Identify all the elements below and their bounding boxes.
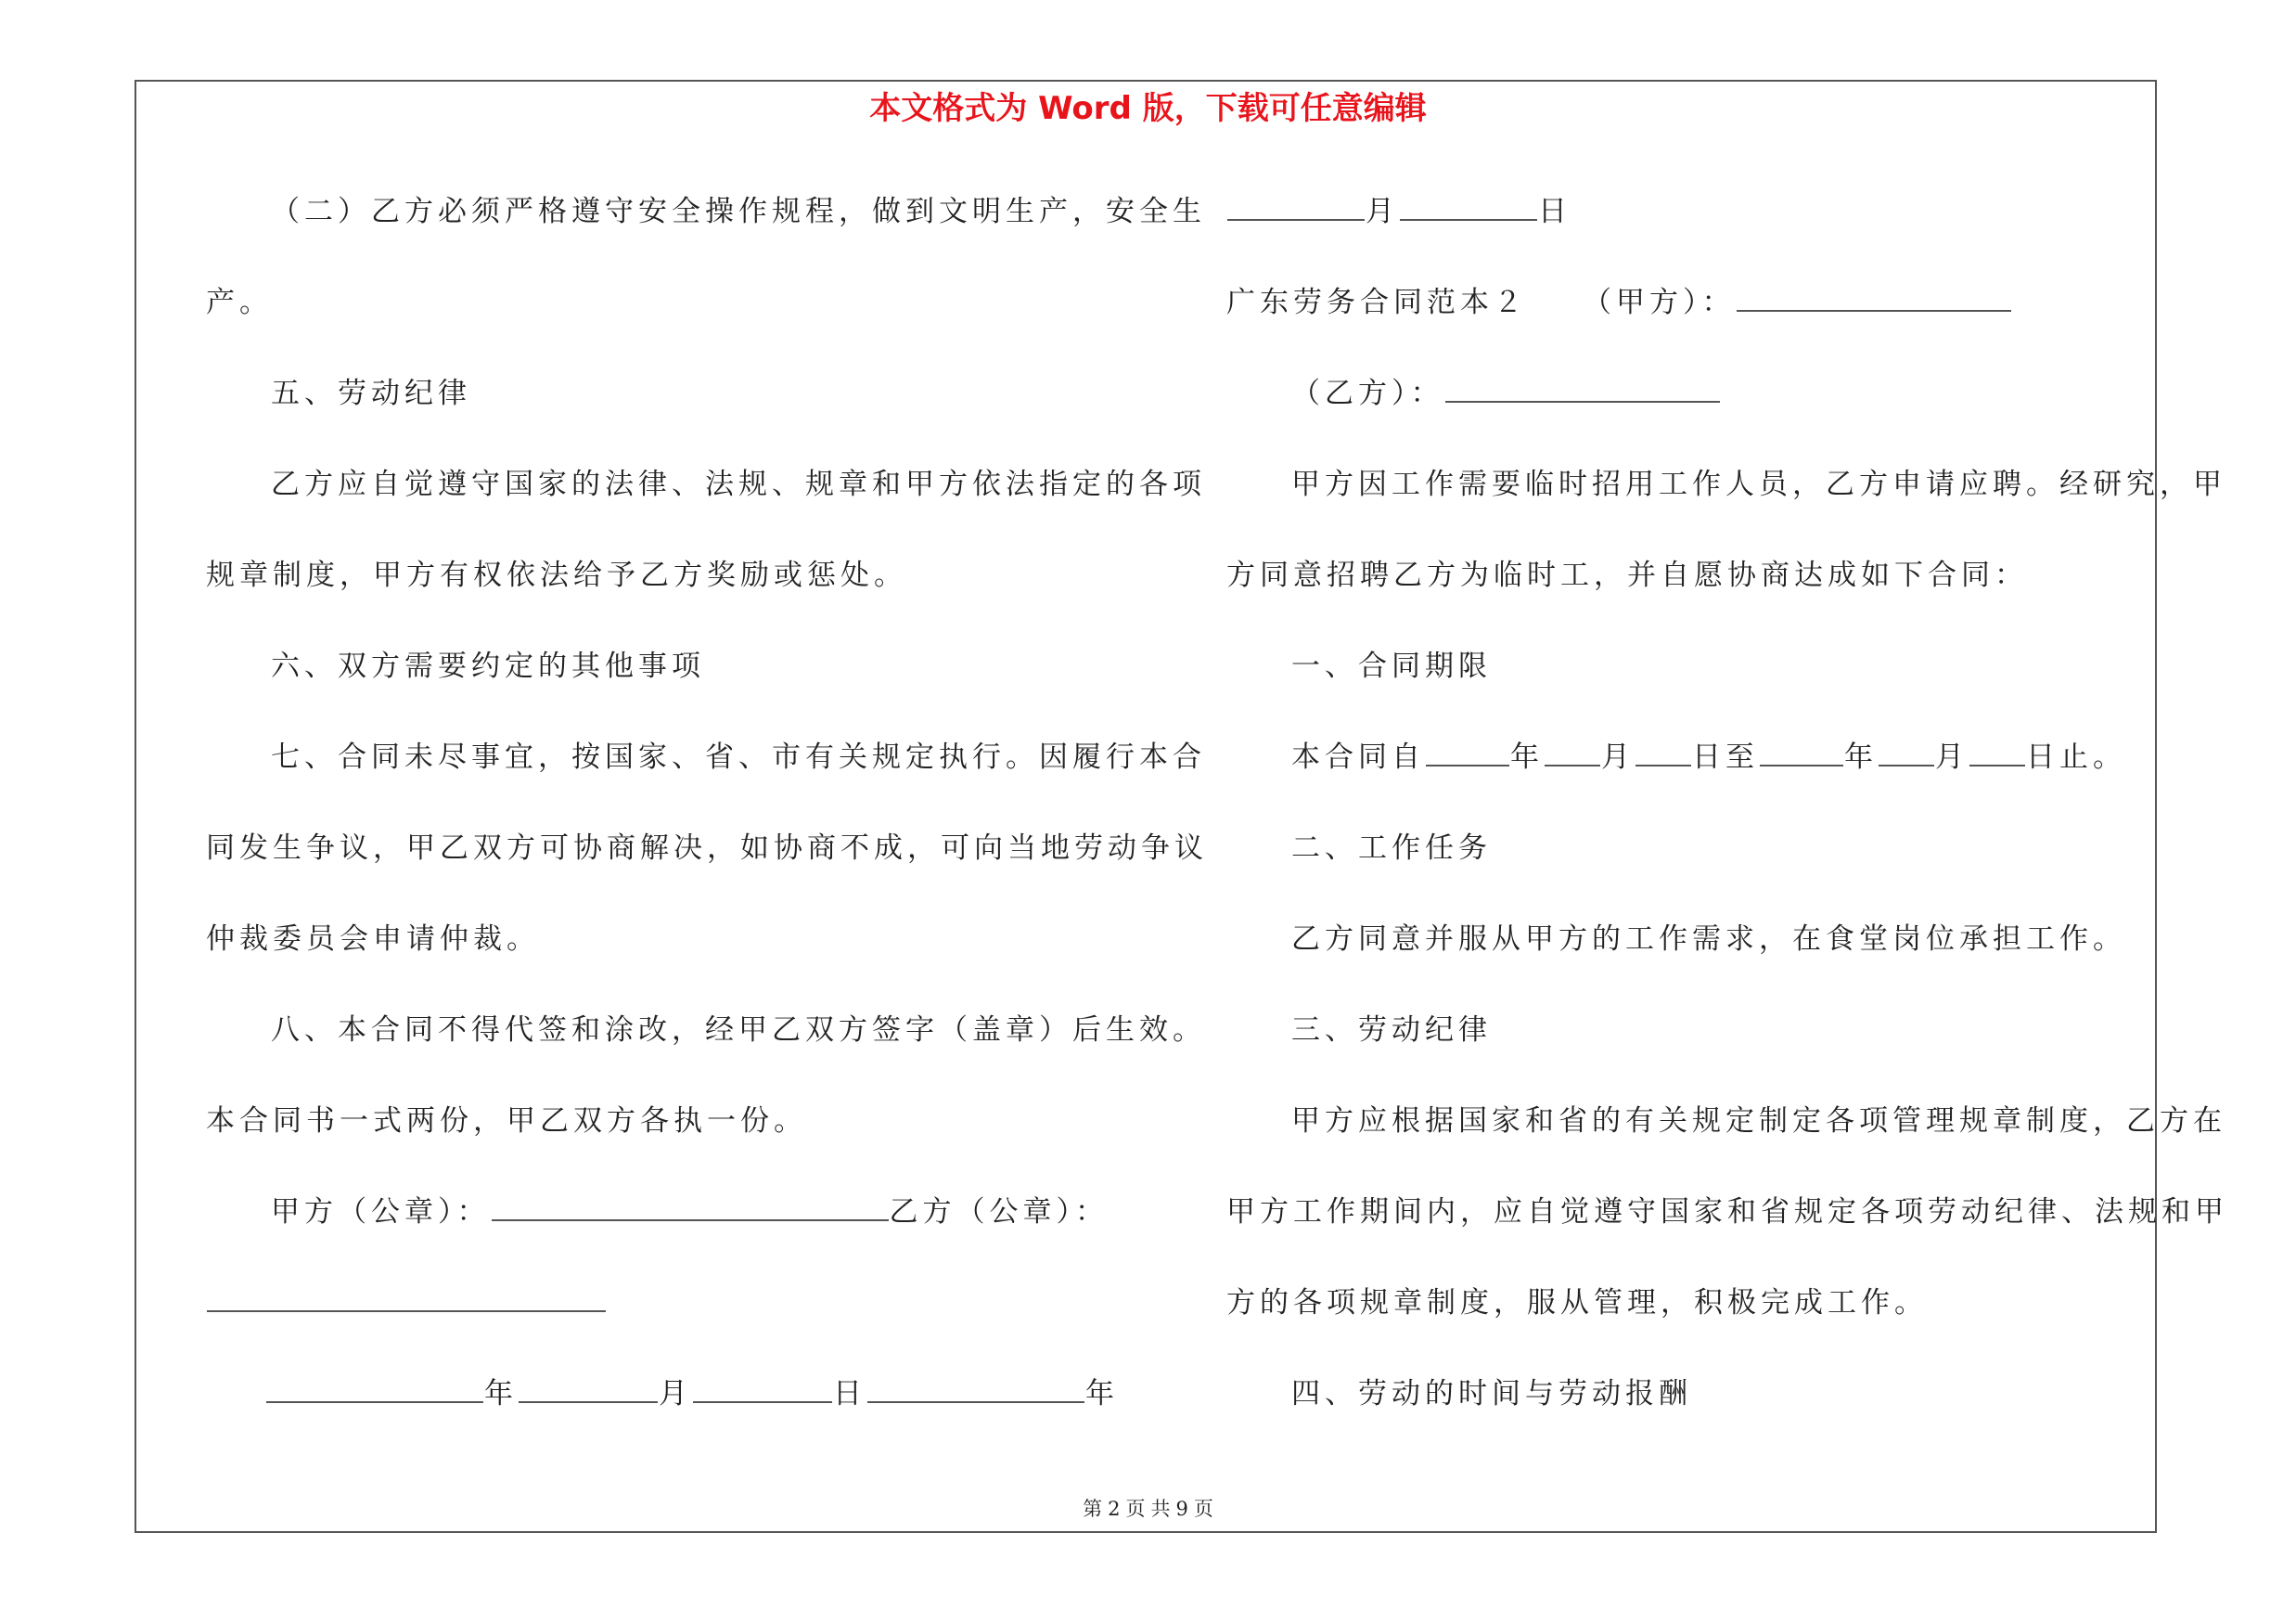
contract-title: 广东劳务合同范本２ — [1226, 286, 1527, 319]
day-label-right: 日 — [1538, 195, 1571, 228]
right-para-intro-line1: 甲方因工作需要临时招用工作人员，乙方申请应聘。经研究，甲 — [1291, 468, 2226, 501]
right-heading-term: 一、合同期限 — [1291, 650, 1492, 683]
left-para-safety-line2: 产。 — [206, 286, 273, 319]
right-para-discipline-line2: 甲方工作期间内，应自觉遵守国家和省规定各项劳动纪律、法规和甲 — [1226, 1195, 2228, 1229]
left-date-line — [265, 1373, 1119, 1414]
term-end-year-blank — [1760, 737, 1843, 766]
month-label: 月 — [659, 1377, 692, 1410]
term-end-month-label: 月 — [1935, 741, 1969, 774]
right-title-row — [1226, 282, 2012, 323]
left-para-rules-line2: 规章制度，甲方有权依法给予乙方奖励或惩处。 — [206, 559, 907, 592]
left-para-rules-line1: 乙方应自觉遵守国家的法律、法规、规章和甲方依法指定的各项 — [271, 468, 1206, 501]
right-para-discipline-line3: 方的各项规章制度，服从管理，积极完成工作。 — [1226, 1286, 1928, 1320]
party-b-label: （乙方）： — [1291, 377, 1444, 410]
current-page-number: 2 — [1108, 1498, 1121, 1520]
right-party-b-row — [1291, 373, 1721, 414]
footer-di: 第 — [1083, 1498, 1103, 1520]
left-para-validity-line2: 本合同书一式两份，甲乙双方各执一份。 — [206, 1104, 807, 1138]
party-a-blank — [1737, 282, 2011, 312]
term-end-year-label: 年 — [1844, 741, 1878, 774]
right-para-intro-line2: 方同意招聘乙方为临时工，并自愿协商达成如下合同： — [1226, 559, 2028, 592]
month-blank — [519, 1373, 658, 1403]
year-label-2: 年 — [1085, 1377, 1119, 1410]
term-to-label: 日至 — [1692, 741, 1759, 774]
day-blank — [693, 1373, 832, 1403]
term-end-month-blank — [1879, 737, 1934, 766]
party-b-blank — [1445, 373, 1720, 403]
left-signature-line — [271, 1191, 1109, 1232]
party-b-seal-label: 乙方（公章）： — [889, 1195, 1109, 1229]
page-number-footer — [0, 1496, 2296, 1522]
left-para-disputes-line1: 七、合同未尽事宜，按国家、省、市有关规定执行。因履行本合 — [271, 741, 1206, 774]
left-heading-discipline: 五、劳动纪律 — [271, 377, 471, 410]
month-label-right: 月 — [1366, 195, 1399, 228]
year-blank — [266, 1373, 483, 1403]
term-year-label: 年 — [1510, 741, 1544, 774]
party-a-seal-label: 甲方（公章）： — [271, 1195, 491, 1229]
party-b-seal-blank — [207, 1282, 606, 1312]
left-para-validity-line1: 八、本合同不得代签和涂改，经甲乙双方签字（盖章）后生效。 — [271, 1013, 1206, 1047]
word-format-banner: 本文格式为 Word 版，下载可任意编辑 — [869, 90, 1427, 127]
term-end-day-blank — [1969, 737, 2025, 766]
left-heading-other-matters: 六、双方需要约定的其他事项 — [271, 650, 705, 683]
year-blank-2 — [867, 1373, 1084, 1403]
right-para-discipline-line1: 甲方应根据国家和省的有关规定制定各项管理规章制度，乙方在 — [1291, 1104, 2226, 1138]
footer-ye: 页 — [1125, 1498, 1146, 1520]
day-label: 日 — [833, 1377, 866, 1410]
year-label: 年 — [484, 1377, 518, 1410]
right-heading-discipline: 三、劳动纪律 — [1291, 1013, 1492, 1047]
right-para-task: 乙方同意并服从甲方的工作需求，在食堂岗位承担工作。 — [1291, 922, 2126, 956]
left-signature-blank-row — [206, 1282, 607, 1323]
party-a-label: （甲方）： — [1583, 286, 1736, 319]
footer-gong: 共 — [1150, 1498, 1171, 1520]
term-start-day-blank — [1635, 737, 1691, 766]
term-end-label: 日止。 — [2026, 741, 2126, 774]
term-start-year-blank — [1426, 737, 1509, 766]
party-a-seal-blank — [492, 1191, 889, 1221]
total-page-count: 9 — [1175, 1498, 1188, 1520]
right-heading-hours-pay: 四、劳动的时间与劳动报酬 — [1291, 1377, 1692, 1410]
left-para-disputes-line2: 同发生争议，甲乙双方可协商解决，如协商不成，可向当地劳动争议 — [206, 831, 1208, 865]
right-heading-task: 二、工作任务 — [1291, 831, 1492, 865]
right-date-continued — [1226, 191, 1571, 232]
term-from-label: 本合同自 — [1291, 741, 1425, 774]
left-para-disputes-line3: 仲裁委员会申请仲裁。 — [206, 922, 540, 956]
term-start-month-blank — [1545, 737, 1600, 766]
right-term-line — [1291, 737, 2126, 778]
day-blank-right — [1400, 191, 1537, 221]
term-month-label: 月 — [1601, 741, 1635, 774]
footer-ye-2: 页 — [1193, 1498, 1213, 1520]
left-para-safety-line1: （二）乙方必须严格遵守安全操作规程，做到文明生产，安全生 — [271, 195, 1206, 228]
month-blank-right — [1227, 191, 1365, 221]
